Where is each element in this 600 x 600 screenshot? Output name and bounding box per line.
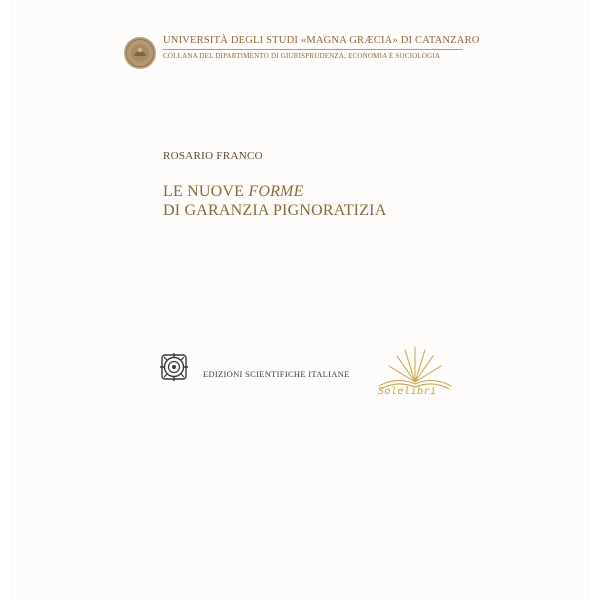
publisher-name: EDIZIONI SCIENTIFICHE ITALIANE xyxy=(203,369,350,379)
university-seal-icon xyxy=(123,36,157,70)
series-name: COLLANA DEL DIPARTIMENTO DI GIURISPRUDENZA, ECONOMIA E SOCIOLOGIA xyxy=(163,52,441,60)
university-name: UNIVERSITÀ DEGLI STUDI «MAGNA GRÆCIA» DI CATANZARO xyxy=(163,35,480,46)
title-line-1 xyxy=(163,182,386,201)
title-prefix: LE NUOVE xyxy=(163,183,245,200)
series-header xyxy=(123,34,480,74)
imprint-name: Solelibri xyxy=(378,386,437,397)
title-line-2: DI GARANZIA PIGNORATIZIA xyxy=(163,202,387,219)
title-italic-word: FORME xyxy=(248,183,304,200)
author-name: ROSARIO FRANCO xyxy=(163,150,263,162)
book-cover xyxy=(10,0,590,600)
book-title xyxy=(163,182,386,220)
publisher-emblem-icon xyxy=(159,352,189,382)
header-divider xyxy=(163,49,463,50)
